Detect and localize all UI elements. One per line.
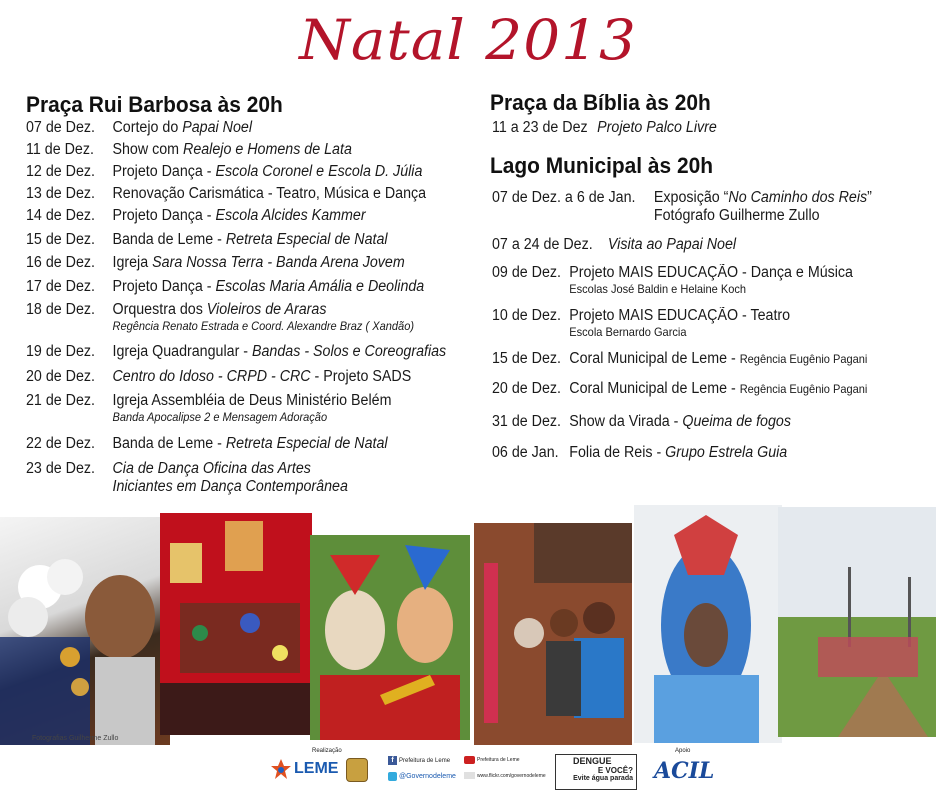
item-date: 07 a 24 de Dez. xyxy=(492,236,593,253)
photo-folia-masks xyxy=(310,535,470,740)
event-text: Projeto MAIS EDUCAÇÃO - Teatro xyxy=(569,307,791,324)
schedule-item xyxy=(26,231,388,249)
schedule-item xyxy=(26,392,392,424)
event-text: Banda de Leme - xyxy=(112,231,226,248)
event-line2: Fotógrafo Guilherme Zullo xyxy=(653,207,820,224)
photo-procession-field-art xyxy=(778,507,936,737)
event-subtitle: Escola Bernardo Garcia xyxy=(569,325,687,339)
twitter-icon xyxy=(388,772,397,781)
realizacao-label: Realização xyxy=(312,748,342,754)
event-subtitle: Banda Apocalipse 2 e Mensagem Adoração xyxy=(112,410,328,424)
event-italic: Violeiros de Araras xyxy=(206,301,327,318)
facebook-label: Prefeitura de Leme xyxy=(399,757,451,764)
event-italic: Centro do Idoso - CRPD - CRC xyxy=(112,368,311,385)
item-event xyxy=(112,254,404,272)
item-date: 07 de Dez. xyxy=(26,119,95,136)
schedule-item xyxy=(26,163,423,181)
item-date: 23 de Dez. xyxy=(26,460,95,477)
photo-collage xyxy=(0,505,936,745)
biblia-item xyxy=(492,119,717,137)
event-text: Projeto Dança - xyxy=(112,207,216,224)
item-date: 11 de Dez. xyxy=(26,141,94,158)
city-seal xyxy=(346,758,368,782)
schedule-item xyxy=(492,413,791,431)
event-italic: Escola Alcides Kammer xyxy=(215,207,366,224)
flickr-label: www.flickr.com/governodeleme xyxy=(477,772,546,779)
event-subtitle: Escolas José Baldin e Helaine Koch xyxy=(569,282,747,296)
item-event xyxy=(112,301,414,333)
item-event xyxy=(569,350,867,368)
event-italic: Visita ao Papai Noel xyxy=(607,236,737,253)
facebook-icon: f xyxy=(388,756,397,765)
item-event xyxy=(112,207,365,225)
schedule-item xyxy=(26,207,366,225)
event-text: Exposição “ xyxy=(653,189,729,206)
photo-family-art xyxy=(474,523,632,745)
event-text: Coral Municipal de Leme - xyxy=(569,380,740,397)
photo-altar xyxy=(160,513,312,735)
schedule-item xyxy=(492,350,868,368)
venue-praca-rui-barbosa: Praça Rui Barbosa às 20h xyxy=(26,92,283,117)
item-event xyxy=(112,460,347,496)
event-text: - Projeto SADS xyxy=(310,368,412,385)
photo-mask-ribbons-art xyxy=(634,505,782,743)
schedule-item xyxy=(26,278,425,296)
item-date: 07 de Dez. a 6 de Jan. xyxy=(492,189,636,206)
item-event xyxy=(112,185,426,203)
event-subtitle: Regência Renato Estrada e Coord. Alexandre Braz ( Xandão) xyxy=(112,319,415,333)
item-date: 15 de Dez. xyxy=(492,350,561,367)
schedule-item xyxy=(26,301,415,333)
photo-folia-masks-art xyxy=(310,535,470,740)
photo-family xyxy=(474,523,632,745)
item-date: 19 de Dez. xyxy=(26,343,95,360)
event-text: Folia de Reis - xyxy=(569,444,666,461)
item-event xyxy=(112,141,351,159)
event-text: Show da Virada - xyxy=(569,413,683,430)
item-event xyxy=(112,231,387,249)
item-event xyxy=(569,307,790,339)
schedule-item xyxy=(492,236,737,254)
event-text: Orquestra dos xyxy=(112,301,207,318)
photo-child-flowers-art xyxy=(0,517,170,745)
event-italic: Realejo e Homens de Lata xyxy=(183,141,352,158)
event-line2: Iniciantes em Dança Contemporânea xyxy=(112,478,348,495)
event-note: Regência Eugênio Pagani xyxy=(739,382,868,396)
twitter-label: @Governodeleme xyxy=(399,773,456,780)
twitter-link[interactable] xyxy=(388,772,456,781)
item-date: 22 de Dez. xyxy=(26,435,95,452)
event-italic: No Caminho dos Reis xyxy=(728,189,868,206)
apoio-label: Apoio xyxy=(675,748,691,754)
event-text: Banda de Leme - xyxy=(112,435,226,452)
schedule-item xyxy=(26,435,388,453)
event-italic: Papai Noel xyxy=(182,119,253,136)
schedule-item xyxy=(492,307,791,339)
event-text: Coral Municipal de Leme - xyxy=(569,350,740,367)
youtube-icon xyxy=(464,756,475,764)
event-text: Igreja xyxy=(112,254,153,271)
item-event xyxy=(112,368,411,386)
facebook-link[interactable] xyxy=(388,756,450,765)
item-event xyxy=(112,392,391,424)
item-date: 15 de Dez. xyxy=(26,231,95,248)
event-text: Igreja Quadrangular - xyxy=(112,343,252,360)
venue-lago-municipal: Lago Municipal às 20h xyxy=(490,153,713,178)
schedule-item xyxy=(26,185,427,203)
photo-child-flowers xyxy=(0,517,170,745)
item-event xyxy=(569,380,867,398)
item-date: 17 de Dez. xyxy=(26,278,95,295)
dengue-banner xyxy=(555,754,637,790)
item-date: 21 de Dez. xyxy=(26,392,95,409)
footer-logos xyxy=(0,748,936,792)
item-event xyxy=(654,189,872,225)
item-event xyxy=(112,119,252,137)
schedule-item xyxy=(492,189,872,224)
event-text: ” xyxy=(867,189,872,206)
event-italic: Bandas - Solos e Coreografias xyxy=(251,343,447,360)
youtube-label: Prefeitura de Leme xyxy=(477,757,520,763)
item-date: 18 de Dez. xyxy=(26,301,95,318)
event-italic: Escolas Maria Amália e Deolinda xyxy=(215,278,425,295)
item-event xyxy=(112,343,446,361)
photo-procession-field xyxy=(778,507,936,737)
acil-logo: ACIL xyxy=(654,758,715,784)
item-event: Projeto Palco Livre xyxy=(597,119,717,136)
schedule-item xyxy=(26,141,352,159)
item-date: 11 a 23 de Dez xyxy=(492,119,588,136)
event-italic: Retreta Especial de Natal xyxy=(225,435,388,452)
item-date: 10 de Dez. xyxy=(492,307,561,324)
event-italic: Cia de Dança Oficina das Artes xyxy=(112,460,311,477)
photo-credit: Fotografias Guilherme Zullo xyxy=(32,735,119,742)
venue-praca-da-biblia: Praça da Bíblia às 20h xyxy=(490,90,711,115)
dengue-title: DENGUE xyxy=(573,756,612,766)
schedule-item xyxy=(492,444,788,462)
item-date: 13 de Dez. xyxy=(26,185,95,202)
item-date: 20 de Dez. xyxy=(26,368,95,385)
item-event xyxy=(569,444,787,462)
flickr-link[interactable] xyxy=(464,772,546,779)
star-icon xyxy=(270,758,292,780)
page-title: Natal 2013 xyxy=(299,7,637,73)
item-date: 20 de Dez. xyxy=(492,380,561,397)
item-event xyxy=(112,278,424,296)
item-event xyxy=(608,236,736,254)
photo-altar-art xyxy=(160,513,312,735)
event-italic: Grupo Estrela Guia xyxy=(665,444,788,461)
schedule-item xyxy=(26,460,348,495)
item-date: 09 de Dez. xyxy=(492,264,561,281)
event-text: Projeto Dança - xyxy=(112,163,216,180)
schedule-item xyxy=(26,368,412,386)
dengue-line: E VOCÊ? xyxy=(597,766,633,775)
schedule-item xyxy=(492,380,868,398)
event-italic: Retreta Especial de Natal xyxy=(225,231,388,248)
event-text: Projeto Dança - xyxy=(112,278,216,295)
item-date: 31 de Dez. xyxy=(492,413,561,430)
item-event xyxy=(112,163,422,181)
item-date: 12 de Dez. xyxy=(26,163,95,180)
event-text: Projeto MAIS EDUCAÇÃO - Dança e Música xyxy=(569,264,853,281)
item-date: 16 de Dez. xyxy=(26,254,95,271)
item-event xyxy=(569,413,791,431)
event-text: Show com xyxy=(112,141,184,158)
schedule-item xyxy=(26,343,447,361)
item-event xyxy=(569,264,853,296)
leme-logo xyxy=(270,758,338,780)
flickr-icon xyxy=(464,772,475,779)
schedule-item xyxy=(492,264,853,296)
event-text: Igreja Assembléia de Deus Ministério Belém xyxy=(112,392,392,409)
leme-logo-text: LEME xyxy=(294,760,339,777)
schedule-item xyxy=(26,254,405,272)
item-event xyxy=(112,435,387,453)
event-text: Renovação Carismática - Teatro, Música e Dança xyxy=(112,185,427,202)
event-text: Cortejo do xyxy=(112,119,183,136)
item-date: 14 de Dez. xyxy=(26,207,95,224)
event-note: Regência Eugênio Pagani xyxy=(739,352,868,366)
event-italic: Queima de fogos xyxy=(682,413,791,430)
photo-mask-ribbons xyxy=(634,505,782,743)
item-date: 06 de Jan. xyxy=(492,444,559,461)
event-italic: Escola Coronel e Escola D. Júlia xyxy=(215,163,423,180)
dengue-bottom: Evite água parada xyxy=(573,775,633,782)
event-italic: Sara Nossa Terra - Banda Arena Jovem xyxy=(152,254,405,271)
schedule-item xyxy=(26,119,253,137)
youtube-link[interactable] xyxy=(464,756,520,764)
